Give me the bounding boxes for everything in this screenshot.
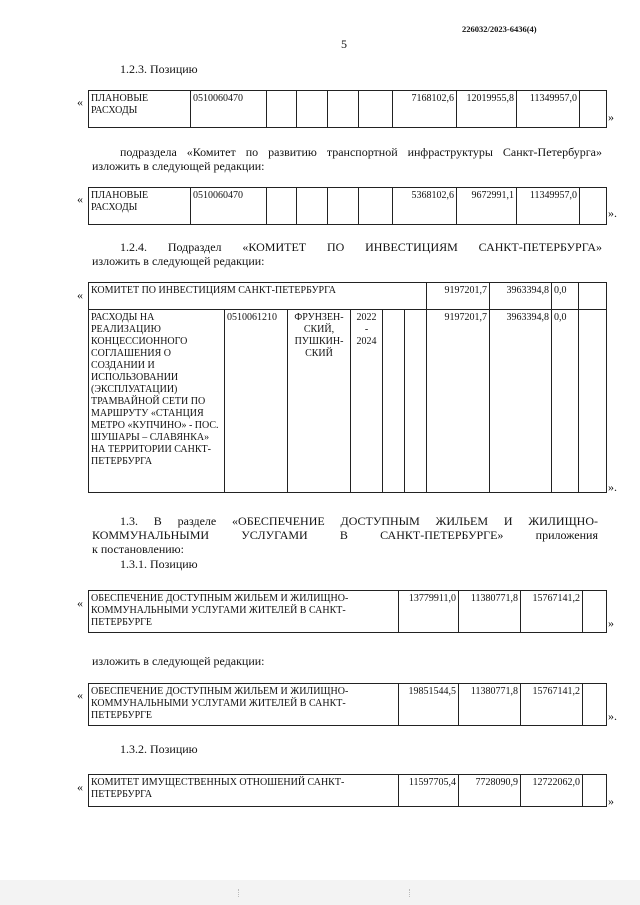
- table-row: [89, 283, 607, 310]
- section-1-2-3-heading: 1.2.3. Позицию: [120, 62, 198, 76]
- table-row: [89, 591, 607, 633]
- row-code: 0510060470: [191, 91, 267, 128]
- value-1: 19851544,5: [399, 684, 459, 726]
- paragraph: изложить в следующей редакции:: [92, 654, 265, 668]
- page-number: 5: [341, 37, 347, 51]
- value-1: 13779911,0: [399, 591, 459, 633]
- table-1-2-3-old: [88, 90, 607, 128]
- value-2: 12019955,8: [457, 91, 517, 128]
- paragraph: КОММУНАЛЬНЫМИ УСЛУГАМИ В САНКТ-ПЕТЕРБУРГЕ» приложения: [92, 528, 598, 542]
- paragraph: 1.2.4. Подраздел «КОМИТЕТ ПО ИНВЕСТИЦИЯМ САНКТ-ПЕТЕРБУРГА»: [120, 240, 602, 254]
- value-2: 7728090,9: [459, 775, 521, 807]
- paragraph: подраздела «Комитет по развитию транспортной инфраструктуры Санкт-Петербурга»: [120, 145, 602, 159]
- table-1-3-2: [88, 774, 607, 807]
- value-1: 5368102,6: [393, 188, 457, 225]
- close-quote: ».: [608, 709, 617, 723]
- value-3: 11349957,0: [517, 91, 580, 128]
- row-code: 0510060470: [191, 188, 267, 225]
- value-2: 11380771,8: [459, 684, 521, 726]
- value-3: 11349957,0: [517, 188, 580, 225]
- value-1: 9197201,7: [427, 283, 490, 310]
- close-quote: »: [608, 110, 614, 124]
- row-code: 0510061210: [225, 310, 288, 493]
- table-1-2-3-new: [88, 187, 607, 225]
- row-name: КОМИТЕТ ИМУЩЕСТВЕННЫХ ОТНОШЕНИЙ САНКТ-ПЕТЕРБУРГА: [89, 775, 399, 807]
- value-2: 3963394,8: [490, 283, 552, 310]
- paragraph: к постановлению:: [92, 542, 184, 556]
- table-1-2-4: [88, 282, 607, 493]
- close-quote: »: [608, 616, 614, 630]
- value-2: 11380771,8: [459, 591, 521, 633]
- row-name: КОМИТЕТ ПО ИНВЕСТИЦИЯМ САНКТ-ПЕТЕРБУРГА: [89, 283, 427, 310]
- table-1-3-1-new: [88, 683, 607, 726]
- row-name: ПЛАНОВЫЕ РАСХОДЫ: [89, 91, 191, 128]
- section-1-3-2-heading: 1.3.2. Позицию: [120, 742, 198, 756]
- open-quote: «: [77, 192, 83, 206]
- value-1: 9197201,7: [427, 310, 490, 493]
- table-row: [89, 188, 607, 225]
- paragraph: изложить в следующей редакции:: [92, 254, 265, 268]
- open-quote: «: [77, 780, 83, 794]
- value-1: 11597705,4: [399, 775, 459, 807]
- document-id: 226032/2023-6436(4): [462, 24, 537, 34]
- value-1: 7168102,6: [393, 91, 457, 128]
- value-3: 15767141,2: [521, 591, 583, 633]
- value-2: 3963394,8: [490, 310, 552, 493]
- row-name: ОБЕСПЕЧЕНИЕ ДОСТУПНЫМ ЖИЛЬЕМ И ЖИЛИЩНО-КОММУНАЛЬНЫМИ УСЛУГАМИ ЖИТЕЛЕЙ В САНКТ-ПЕТЕРБУРГЕ: [89, 591, 399, 633]
- paragraph: изложить в следующей редакции:: [92, 159, 265, 173]
- table-row: [89, 310, 607, 493]
- value-2: 9672991,1: [457, 188, 517, 225]
- row-name: ПЛАНОВЫЕ РАСХОДЫ: [89, 188, 191, 225]
- table-1-3-1-old: [88, 590, 607, 633]
- years: 2022 - 2024: [351, 310, 383, 493]
- row-name: ОБЕСПЕЧЕНИЕ ДОСТУПНЫМ ЖИЛЬЕМ И ЖИЛИЩНО-КОММУНАЛЬНЫМИ УСЛУГАМИ ЖИТЕЛЕЙ В САНКТ-ПЕТЕРБУРГЕ: [89, 684, 399, 726]
- close-quote: ».: [608, 480, 617, 494]
- close-quote: ».: [608, 206, 617, 220]
- table-row: [89, 775, 607, 807]
- scan-footer-mark: [238, 889, 410, 897]
- value-3: 15767141,2: [521, 684, 583, 726]
- section-1-3-1-heading: 1.3.1. Позицию: [120, 557, 198, 571]
- open-quote: «: [77, 288, 83, 302]
- district: ФРУНЗЕН-СКИЙ, ПУШКИН-СКИЙ: [288, 310, 351, 493]
- open-quote: «: [77, 688, 83, 702]
- open-quote: «: [77, 596, 83, 610]
- row-name: РАСХОДЫ НА РЕАЛИЗАЦИЮ КОНЦЕССИОННОГО СОГЛАШЕНИЯ О СОЗДАНИИ И ИСПОЛЬЗОВАНИИ (ЭКСПЛУАТАЦИИ) ТРАМВАЙНОЙ СЕТИ ПО МАРШРУТУ «СТАНЦИЯ МЕТРО «КУПЧИНО» - ПОС. ШУШАРЫ – СЛАВЯНКА» НА ТЕРРИТОРИИ САНКТ-ПЕТЕРБУРГА: [89, 310, 225, 493]
- open-quote: «: [77, 95, 83, 109]
- table-row: [89, 91, 607, 128]
- table-row: [89, 684, 607, 726]
- paragraph: 1.3. В разделе «ОБЕСПЕЧЕНИЕ ДОСТУПНЫМ ЖИЛЬЕМ И ЖИЛИЩНО-: [120, 514, 598, 528]
- value-3: 12722062,0: [521, 775, 583, 807]
- value-3: 0,0: [552, 310, 579, 493]
- value-3: 0,0: [552, 283, 579, 310]
- close-quote: »: [608, 794, 614, 808]
